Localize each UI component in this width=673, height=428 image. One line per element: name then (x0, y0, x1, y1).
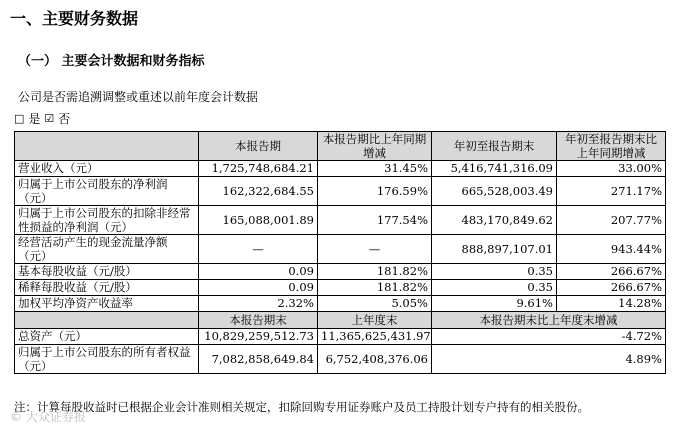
table-cell: 181.82% (318, 264, 432, 280)
table-cell: 9.61% (432, 296, 557, 312)
footnote: 注：计算每股收益时已根据企业会计准则相关规定，扣除回购专用证券账户及员工持股计划专户持有的相关股份。 (14, 400, 589, 414)
restatement-options (14, 110, 70, 127)
table-cell: 266.67% (557, 264, 666, 280)
row-label: 基本每股收益（元/股） (15, 264, 199, 280)
table-cell: 943.44% (557, 235, 666, 264)
table-cell: — (318, 235, 432, 264)
table-cell: 483,170,849.62 (432, 206, 557, 235)
table-cell: -4.72% (432, 329, 666, 345)
table-cell: — (199, 235, 318, 264)
section-title: 一、主要财务数据 (10, 9, 139, 28)
table-row (15, 235, 666, 264)
table-cell: 0.09 (199, 264, 318, 280)
header-cell: 本报告期末比上年度末增减 (432, 312, 666, 329)
table-cell: 2.32% (199, 296, 318, 312)
yes-checkbox[interactable]: □ (14, 112, 25, 125)
table-cell: 14.28% (557, 296, 666, 312)
table-row (15, 296, 666, 312)
table-header-row (15, 132, 666, 161)
table-cell: 176.59% (318, 177, 432, 206)
table-cell: 165,088,001.89 (199, 206, 318, 235)
no-label: 否 (58, 112, 71, 126)
table-row (15, 177, 666, 206)
table-cell: 0.35 (432, 264, 557, 280)
header-cell: 年初至报告期末比上年同期增减 (557, 132, 666, 161)
table-cell: 0.35 (432, 280, 557, 296)
financial-data-table (14, 131, 666, 374)
table-cell: 266.67% (557, 280, 666, 296)
header-cell (15, 312, 199, 329)
table-row (15, 264, 666, 280)
header-cell: 上年度末 (318, 312, 432, 329)
row-label: 归属于上市公司股东的净利润（元） (15, 177, 199, 206)
table-cell: 5.05% (318, 296, 432, 312)
table-cell: 162,322,684.55 (199, 177, 318, 206)
table-cell: 6,752,408,376.06 (318, 345, 432, 374)
table-cell: 177.54% (318, 206, 432, 235)
table-cell: 7,082,858,649.84 (199, 345, 318, 374)
header-cell: 本报告期比上年同期增减 (318, 132, 432, 161)
watermark: © 大众证券报 (10, 410, 86, 424)
table-row (15, 206, 666, 235)
table-cell: 5,416,741,316.09 (432, 161, 557, 177)
row-label: 稀释每股收益（元/股） (15, 280, 199, 296)
table-cell: 888,897,107.01 (432, 235, 557, 264)
row-label: 归属于上市公司股东的扣除非经常性损益的净利润（元） (15, 206, 199, 235)
yes-label: 是 (28, 112, 41, 126)
table-cell: 10,829,259,512.73 (199, 329, 318, 345)
table-cell: 271.17% (557, 177, 666, 206)
table-cell: 181.82% (318, 280, 432, 296)
table-cell: 1,725,748,684.21 (199, 161, 318, 177)
header-cell: 本报告期 (199, 132, 318, 161)
table-cell: 665,528,003.49 (432, 177, 557, 206)
table-cell: 11,365,625,431.97 (318, 329, 432, 345)
table-cell: 31.45% (318, 161, 432, 177)
table-cell: 0.09 (199, 280, 318, 296)
restatement-question: 公司是否需追溯调整或重述以前年度会计数据 (18, 90, 259, 104)
table-row (15, 280, 666, 296)
row-label: 加权平均净资产收益率 (15, 296, 199, 312)
header-cell (15, 132, 199, 161)
table-row (15, 345, 666, 374)
header-cell: 年初至报告期末 (432, 132, 557, 161)
table-subheader-row (15, 312, 666, 329)
row-label: 营业收入（元） (15, 161, 199, 177)
row-label: 经营活动产生的现金流量净额（元） (15, 235, 199, 264)
subsection-title: （一） 主要会计数据和财务指标 (18, 54, 205, 69)
table-cell: 207.77% (557, 206, 666, 235)
no-checkbox[interactable]: ☑ (44, 112, 55, 125)
table-cell: 33.00% (557, 161, 666, 177)
table-row (15, 161, 666, 177)
table-row (15, 329, 666, 345)
header-cell: 本报告期末 (199, 312, 318, 329)
table-cell: 4.89% (432, 345, 666, 374)
row-label: 总资产（元） (15, 329, 199, 345)
row-label: 归属于上市公司股东的所有者权益（元） (15, 345, 199, 374)
